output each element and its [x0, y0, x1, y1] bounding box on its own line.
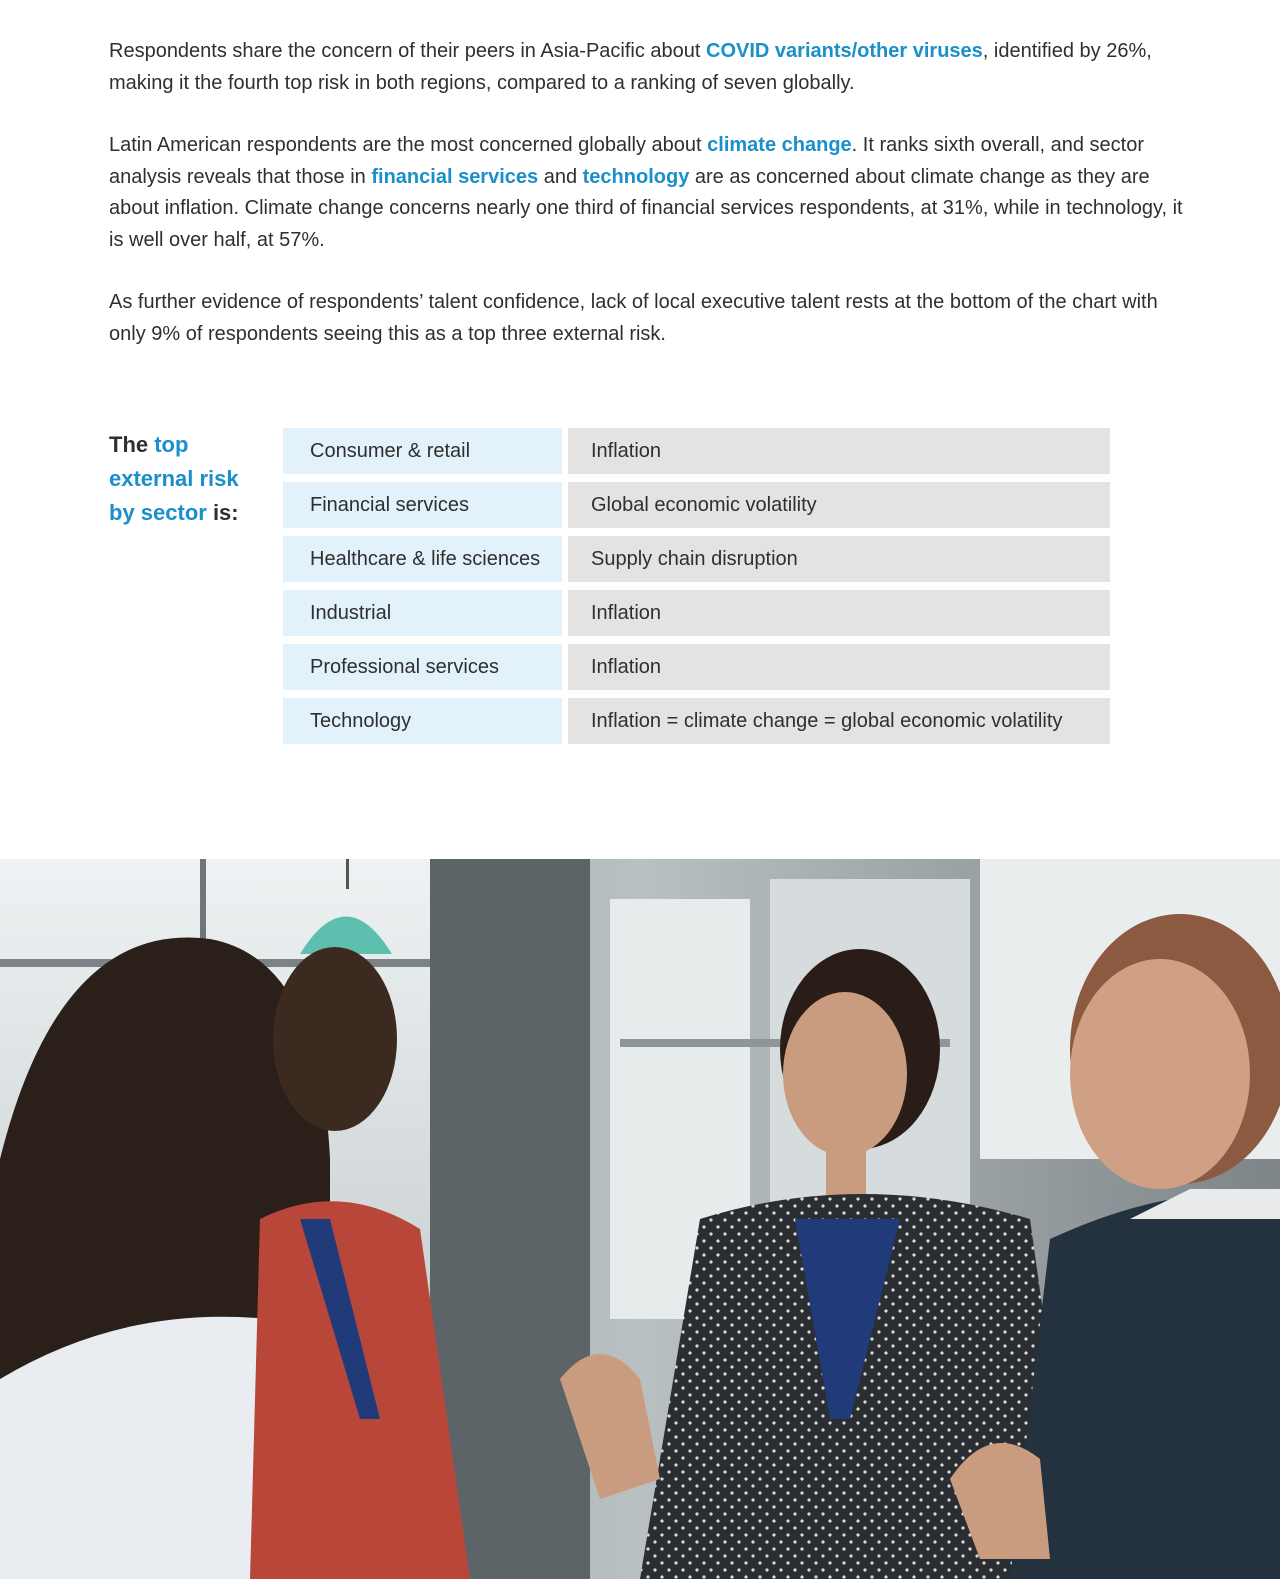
risk-cell: Inflation — [568, 428, 1110, 474]
paragraph-text: and — [538, 165, 583, 188]
highlight-covid-variants: COVID variants/other viruses — [706, 40, 983, 62]
risk-cell: Inflation — [568, 590, 1110, 636]
table-row — [283, 590, 1115, 636]
body-text — [109, 36, 1184, 381]
paragraph-text: are as concerned about climate change as they are about inflation. Climate change concerns nearly one third of financial services respondents, at 31%, while in technology, it is well over half, at 57%. — [109, 165, 1183, 251]
side-title-prefix: The — [109, 432, 155, 457]
paragraph-covid — [109, 36, 1184, 99]
sector-cell: Financial services — [283, 482, 562, 528]
sector-cell: Technology — [283, 698, 562, 744]
paragraph-climate — [109, 130, 1184, 256]
paragraph-text: Respondents share the concern of their peers in Asia-Pacific about — [109, 40, 707, 62]
table-row — [283, 698, 1115, 744]
risk-cell: Inflation = climate change = global economic volatility — [568, 698, 1110, 744]
photo-illustration — [0, 859, 1280, 1579]
sector-risk-table — [283, 428, 1115, 752]
table-row — [283, 644, 1115, 690]
paragraph-text: , identified by 26%, making it the fourth top risk in both regions, compared to a ranking of seven globally. — [109, 40, 1152, 94]
sector-cell: Professional services — [283, 644, 562, 690]
paragraph-text: As further evidence of respondents’ talent confidence, lack of local executive talent rests at the bottom of the chart with only 9% of respondents seeing this as a top three external risk. — [109, 291, 1158, 345]
sector-cell: Healthcare & life sciences — [283, 536, 562, 582]
people-meeting-photo — [0, 859, 1280, 1579]
sector-risk-section — [109, 428, 1114, 748]
highlight-financial-services: financial services — [371, 165, 539, 188]
side-title-suffix: is: — [206, 500, 239, 525]
sector-cell: Consumer & retail — [283, 428, 562, 474]
highlight-technology: technology — [582, 165, 690, 188]
side-title-highlight: top external risk by sector — [109, 432, 239, 525]
sector-cell: Industrial — [283, 590, 562, 636]
risk-cell: Supply chain disruption — [568, 536, 1110, 582]
highlight-climate-change: climate change — [707, 134, 852, 156]
risk-cell: Inflation — [568, 644, 1110, 690]
risk-cell: Global economic volatility — [568, 482, 1110, 528]
paragraph-text: . It ranks sixth overall, and sector analysis reveals that those in — [109, 134, 1145, 188]
table-row — [283, 482, 1115, 528]
paragraph-talent — [109, 287, 1184, 350]
table-side-title — [109, 428, 269, 530]
table-row — [283, 536, 1115, 582]
table-row — [283, 428, 1115, 474]
paragraph-text: Latin American respondents are the most concerned globally about — [109, 134, 708, 156]
